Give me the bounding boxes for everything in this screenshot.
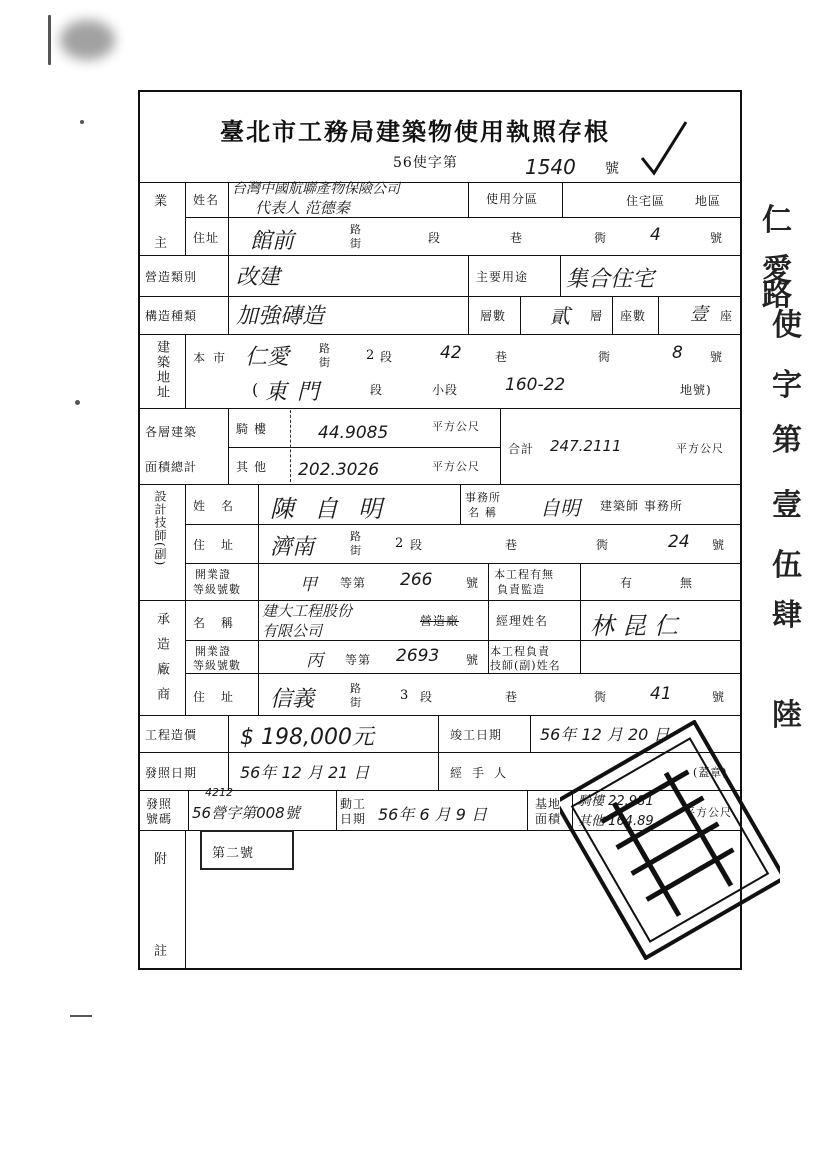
rule <box>138 484 742 485</box>
site-number: 8 <box>672 343 683 363</box>
rule <box>560 255 561 296</box>
permit-number-label-1: 發照 <box>146 797 173 811</box>
rule <box>580 563 581 600</box>
buildings-label: 座數 <box>620 309 647 323</box>
side-character: 陸 <box>772 698 802 733</box>
permit-suffix: 號 <box>605 161 620 177</box>
zone-label: 使用分區 <box>486 192 539 206</box>
rule <box>527 790 528 830</box>
stair-value: 44.9085 <box>318 423 389 443</box>
site-lot-suffix: 地號) <box>680 383 712 397</box>
site-small-label: 小段 <box>432 383 459 397</box>
zone-suffix: 地區 <box>695 194 722 208</box>
rule <box>185 563 742 564</box>
rule <box>520 296 521 334</box>
rule <box>138 600 742 601</box>
zone-value: 住宅區 <box>626 194 666 208</box>
contractor-cert-label-2: 等級號數 <box>193 659 241 672</box>
owner-address-number: 4 <box>650 225 661 245</box>
number-char: 號 <box>710 231 724 245</box>
total-unit: 平方公尺 <box>676 442 724 455</box>
site-header: 建築地址 <box>154 340 169 400</box>
site-road: 仁愛 <box>245 345 290 370</box>
contractor-name-value-2: 有限公司 <box>262 622 323 640</box>
contractor-cert-mid: 等第 <box>345 653 372 667</box>
rule <box>228 408 229 484</box>
rule <box>468 255 469 334</box>
designer-hao: 號 <box>712 538 726 552</box>
rule <box>228 715 229 790</box>
owner-header-top: 業 <box>154 194 169 209</box>
rule <box>228 182 229 255</box>
structure-label: 構造種類 <box>145 309 198 323</box>
side-character: 肆 <box>772 598 802 633</box>
designer-office-suffix: 建築師 事務所 <box>600 499 683 513</box>
rule <box>185 673 742 674</box>
rule <box>488 563 489 600</box>
rule <box>562 182 563 217</box>
site-lu: 路 <box>319 342 331 355</box>
designer-nong: 衖 <box>596 538 610 552</box>
designer-name-label: 姓名 <box>193 499 250 513</box>
contractor-address-number: 41 <box>650 684 672 704</box>
site-section-number: 2 <box>366 348 376 363</box>
base-value-2: 其他 164.89 <box>578 814 654 829</box>
rule <box>185 182 186 255</box>
total-value: 247.2111 <box>550 437 622 455</box>
base-label-2: 面積 <box>535 812 562 826</box>
notes-stamp-text: 第二號 <box>212 846 255 861</box>
type-value: 改建 <box>236 265 281 290</box>
rule <box>468 182 469 217</box>
rule <box>185 484 186 600</box>
owner-name-value: 台灣中國航聯產物保險公司 <box>232 181 400 197</box>
designer-cert-grade: 甲 <box>300 575 317 595</box>
designer-address-number: 24 <box>668 532 690 552</box>
contractor-struck-text: 營造廠 <box>420 614 460 628</box>
designer-cert-label-2: 等級號數 <box>193 583 241 596</box>
permit-number-value: 56營字第008號 <box>192 804 300 822</box>
street-char: 街 <box>350 237 362 250</box>
issue-label: 發照日期 <box>145 766 198 780</box>
other-value: 202.3026 <box>298 460 380 480</box>
road-char: 路 <box>350 223 362 236</box>
seal-label: (蓋章) <box>693 766 728 779</box>
rule <box>228 255 229 334</box>
rule <box>500 408 501 484</box>
alley-char: 衖 <box>594 231 608 245</box>
contractor-cert-hao: 號 <box>466 653 480 667</box>
speck <box>48 15 51 65</box>
smudge <box>60 20 115 60</box>
designer-xiang: 巷 <box>505 538 519 552</box>
lane-char: 巷 <box>510 231 524 245</box>
site-xiang: 巷 <box>495 350 509 364</box>
tech-label-1: 本工程負責 <box>490 645 550 658</box>
buildings-unit: 座 <box>720 309 734 323</box>
rule <box>488 600 489 673</box>
side-character: 路 <box>762 278 792 313</box>
page-title: 臺北市工務局建築物使用執照存根 <box>220 117 610 146</box>
area-header-1: 各層建築 <box>145 425 198 439</box>
side-character: 使 <box>772 308 802 343</box>
handler-label: 經手人 <box>450 766 517 780</box>
contractor-lu: 路 <box>350 682 362 695</box>
site-city: 本市 <box>193 351 234 365</box>
rule <box>438 715 439 790</box>
site-hao: 號 <box>710 350 724 364</box>
site-nong: 衖 <box>598 350 612 364</box>
use-label: 主要用途 <box>476 270 529 284</box>
designer-name-value: 陳自明 <box>270 495 402 523</box>
rule <box>290 410 291 482</box>
contractor-header: 承造廠商 <box>154 612 169 712</box>
designer-cert-number: 266 <box>400 570 433 590</box>
manager-label: 經理姓名 <box>496 614 549 628</box>
notes-label-top: 附 <box>154 852 169 867</box>
site-open-paren: ( <box>252 380 260 399</box>
contractor-name-label: 名稱 <box>193 616 250 630</box>
side-character: 伍 <box>772 548 802 583</box>
permit-top-note: 4212 <box>205 786 233 799</box>
side-character: 字 <box>772 368 802 403</box>
owner-name-label: 姓名 <box>193 193 220 207</box>
designer-address-road: 濟南 <box>270 535 315 560</box>
official-seal-icon <box>560 720 780 960</box>
designer-jie: 街 <box>350 544 362 557</box>
site-district: 東門 <box>265 380 330 405</box>
speck <box>70 1015 92 1017</box>
speck <box>75 400 80 405</box>
section-char: 段 <box>428 231 442 245</box>
permit-number: 1540 <box>525 155 576 179</box>
start-value: 56年 6 月 9 日 <box>378 805 488 824</box>
supervise-suffix: 無 <box>680 576 694 590</box>
side-character: 愛 <box>762 253 792 288</box>
rule <box>658 296 659 334</box>
designer-cert-mid: 等第 <box>340 576 367 590</box>
rule <box>138 334 742 335</box>
stair-unit: 平方公尺 <box>432 420 480 433</box>
designer-cert-hao: 號 <box>466 576 480 590</box>
designer-office-label-2: 名稱 <box>468 506 502 519</box>
contractor-address-label: 住址 <box>193 690 250 704</box>
notes-label-bottom: 註 <box>154 944 169 959</box>
start-label-2: 日期 <box>340 812 367 826</box>
supervise-value: 有 <box>620 576 634 590</box>
cost-label: 工程造價 <box>145 728 198 742</box>
rule <box>185 524 742 525</box>
contractor-jie: 街 <box>350 696 362 709</box>
side-character: 第 <box>772 423 802 458</box>
contractor-hao: 號 <box>712 690 726 704</box>
contractor-xiang: 巷 <box>505 690 519 704</box>
floors-unit: 層 <box>590 309 604 323</box>
tech-label-2: 技師(副)姓名 <box>490 659 561 672</box>
cost-value: $ 198,000元 <box>240 725 374 750</box>
total-label: 合計 <box>508 442 535 456</box>
area-header-2: 面積總計 <box>145 460 198 474</box>
rule <box>258 600 259 715</box>
rule <box>258 484 259 600</box>
issue-value: 56年 12 月 21 日 <box>240 763 370 782</box>
designer-address-label: 住址 <box>193 538 250 552</box>
rule <box>580 600 581 673</box>
type-label: 營造類別 <box>145 270 198 284</box>
rule <box>460 484 461 524</box>
owner-address-road: 館前 <box>250 229 295 254</box>
site-lot-number: 160-22 <box>505 375 566 395</box>
permit-number-label-2: 號碼 <box>146 812 173 826</box>
contractor-section-number: 3 <box>400 688 410 703</box>
contractor-cert-number: 2693 <box>396 646 440 666</box>
permit-prefix: 56使字第 <box>393 155 458 171</box>
supervise-label-2: 負責監造 <box>497 583 545 596</box>
floors-value: 貳 <box>550 304 570 328</box>
designer-lu: 路 <box>350 530 362 543</box>
rule <box>185 334 186 408</box>
rule <box>336 790 337 830</box>
manager-value: 林昆仁 <box>590 612 686 640</box>
start-label-1: 動工 <box>340 797 367 811</box>
designer-office-value: 自明 <box>540 496 580 520</box>
designer-header: 設計技師(副) <box>153 490 167 567</box>
contractor-address-road: 信義 <box>270 687 315 712</box>
site-jie: 街 <box>319 356 331 369</box>
site-duan: 段 <box>380 350 394 364</box>
supervise-label-1: 本工程有無 <box>494 568 554 581</box>
use-value: 集合住宅 <box>566 267 655 292</box>
floors-label: 層數 <box>480 309 507 323</box>
other-unit: 平方公尺 <box>432 460 480 473</box>
owner-representative: 代表人 范德秦 <box>255 199 350 217</box>
side-character: 仁 <box>762 203 792 238</box>
rule <box>530 715 531 752</box>
completion-value: 56年 12 月 20 日 <box>540 725 670 744</box>
contractor-duan: 段 <box>420 690 434 704</box>
base-value-1: 騎樓 22.981 <box>578 794 654 809</box>
buildings-value: 壹 <box>690 304 708 325</box>
contractor-nong: 衖 <box>594 690 608 704</box>
side-character: 壹 <box>772 488 802 523</box>
designer-cert-label-1: 開業證 <box>195 568 231 581</box>
rule <box>612 296 613 334</box>
rule <box>185 830 186 968</box>
rule <box>185 600 186 715</box>
owner-header-bottom: 主 <box>154 236 169 251</box>
designer-duan: 段 <box>410 538 424 552</box>
base-unit: 平方公尺 <box>684 806 732 819</box>
designer-office-label-1: 事務所 <box>465 491 501 504</box>
site-sect-duan: 段 <box>370 383 384 397</box>
designer-section-number: 2 <box>395 536 405 551</box>
owner-address-label: 住址 <box>193 231 220 245</box>
contractor-cert-label-1: 開業證 <box>195 645 231 658</box>
completion-label: 竣工日期 <box>450 728 503 742</box>
structure-value: 加強磚造 <box>236 304 325 329</box>
site-lane: 42 <box>440 343 462 363</box>
stair-label: 騎樓 <box>236 422 273 436</box>
other-label: 其他 <box>236 460 273 474</box>
rule <box>228 447 500 448</box>
base-label-1: 基地 <box>535 797 562 811</box>
rule <box>188 790 189 830</box>
contractor-name-value-1: 建大工程股份 <box>262 602 353 620</box>
contractor-cert-grade: 丙 <box>306 651 323 671</box>
notes-stamp <box>200 830 294 870</box>
